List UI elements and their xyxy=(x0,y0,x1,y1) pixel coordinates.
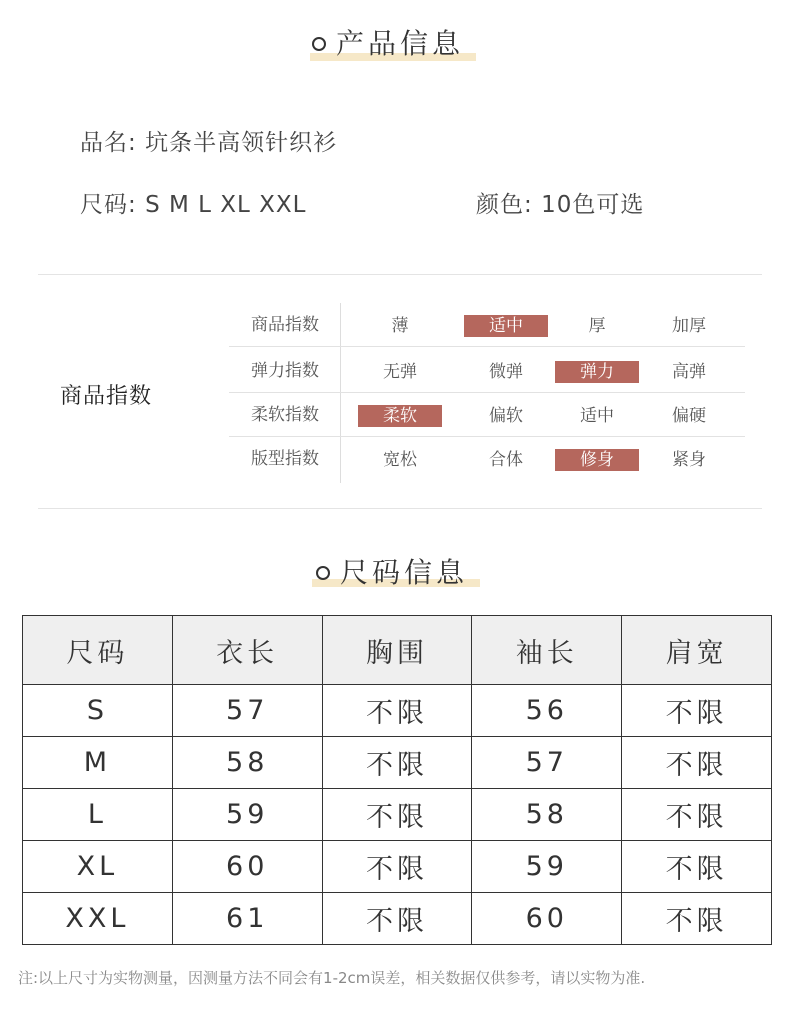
size-info-heading xyxy=(316,556,469,589)
table-header-cell: 尺码 xyxy=(23,616,173,685)
table-cell: 57 xyxy=(172,685,322,737)
product-color xyxy=(476,186,644,219)
product-name-label: 品名: xyxy=(80,130,137,156)
index-option: 无弹 xyxy=(383,362,417,382)
index-option: 厚 xyxy=(588,316,606,336)
index-option: 合体 xyxy=(489,450,523,470)
table-body xyxy=(23,685,772,945)
table-cell: XXL xyxy=(23,893,173,945)
table-cell: M xyxy=(23,737,173,789)
table-row xyxy=(23,685,772,737)
table-header-row xyxy=(23,616,772,685)
index-option: 紧身 xyxy=(672,450,706,470)
table-cell: 不限 xyxy=(622,789,772,841)
table-row xyxy=(23,893,772,945)
table-cell: 60 xyxy=(472,893,622,945)
table-cell: 不限 xyxy=(622,685,772,737)
index-option: 适中 xyxy=(580,406,614,426)
measurement-note: 注:以上尺寸为实物测量，因测量方法不同会有1-2cm误差，相关数据仅供参考，请以实物为准. xyxy=(18,969,646,987)
table-cell: 不限 xyxy=(622,893,772,945)
table-header-cell: 胸围 xyxy=(322,616,472,685)
divider xyxy=(38,508,762,509)
index-option-selected: 适中 xyxy=(464,315,548,337)
circle-icon xyxy=(316,566,330,580)
index-row-label: 弹力指数 xyxy=(251,361,319,381)
table-cell: 不限 xyxy=(622,737,772,789)
table-cell: 不限 xyxy=(322,841,472,893)
index-row xyxy=(229,349,745,393)
table-header-cell: 袖长 xyxy=(472,616,622,685)
size-info-title: 尺码信息 xyxy=(340,556,469,589)
index-row-label: 柔软指数 xyxy=(251,405,319,425)
product-color-value: 10色可选 xyxy=(541,192,645,218)
index-option: 加厚 xyxy=(672,316,706,336)
table-row xyxy=(23,841,772,893)
product-info-title: 产品信息 xyxy=(336,27,465,60)
product-size xyxy=(80,186,306,219)
table-header-cell: 衣长 xyxy=(172,616,322,685)
table-row xyxy=(23,737,772,789)
table-cell: 59 xyxy=(472,841,622,893)
divider xyxy=(38,274,762,275)
index-row-label: 商品指数 xyxy=(251,315,319,335)
table-cell: S xyxy=(23,685,173,737)
size-table xyxy=(22,615,772,945)
table-cell: 不限 xyxy=(322,789,472,841)
index-option: 偏硬 xyxy=(672,406,706,426)
product-color-label: 颜色: xyxy=(476,192,533,218)
table-header-cell: 肩宽 xyxy=(622,616,772,685)
table-cell: 58 xyxy=(172,737,322,789)
table-cell: XL xyxy=(23,841,173,893)
index-row xyxy=(229,303,745,347)
table-cell: 58 xyxy=(472,789,622,841)
index-row-divider xyxy=(229,346,745,347)
table-cell: 不限 xyxy=(622,841,772,893)
table-cell: L xyxy=(23,789,173,841)
index-option: 偏软 xyxy=(489,406,523,426)
circle-icon xyxy=(312,37,326,51)
index-option-selected: 柔软 xyxy=(358,405,442,427)
product-info-heading xyxy=(312,27,465,60)
product-name xyxy=(80,124,337,157)
index-section-title: 商品指数 xyxy=(60,384,153,409)
index-option-selected: 弹力 xyxy=(555,361,639,383)
table-cell: 60 xyxy=(172,841,322,893)
table-row xyxy=(23,789,772,841)
index-option-selected: 修身 xyxy=(555,449,639,471)
index-row xyxy=(229,393,745,437)
table-cell: 不限 xyxy=(322,685,472,737)
table-cell: 不限 xyxy=(322,893,472,945)
table-cell: 61 xyxy=(172,893,322,945)
product-name-value: 坑条半高领针织衫 xyxy=(145,130,338,156)
index-row xyxy=(229,437,745,481)
index-option: 薄 xyxy=(391,316,409,336)
product-size-value: S M L XL XXL xyxy=(145,192,307,218)
table-cell: 59 xyxy=(172,789,322,841)
table-cell: 56 xyxy=(472,685,622,737)
index-option: 宽松 xyxy=(383,450,417,470)
table-cell: 不限 xyxy=(322,737,472,789)
index-option: 高弹 xyxy=(672,362,706,382)
table-cell: 57 xyxy=(472,737,622,789)
index-option: 微弹 xyxy=(489,362,523,382)
product-size-label: 尺码: xyxy=(80,192,137,218)
index-row-label: 版型指数 xyxy=(251,449,319,469)
